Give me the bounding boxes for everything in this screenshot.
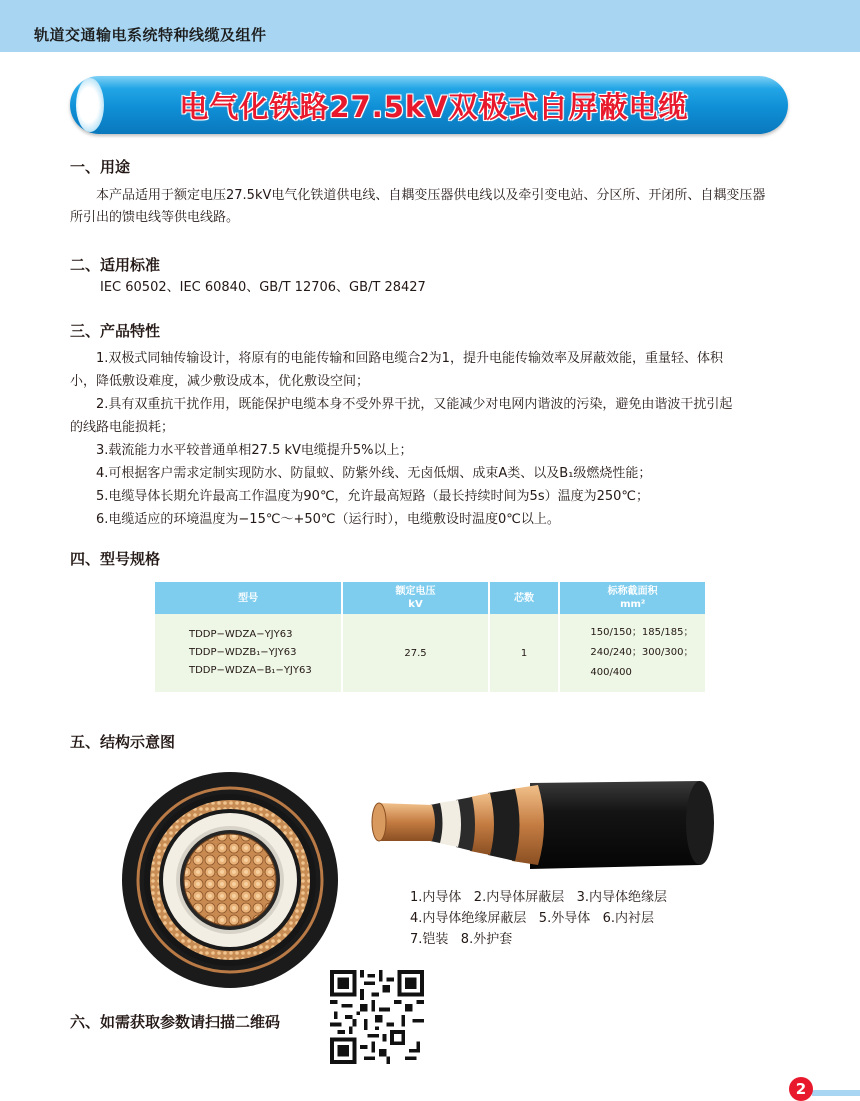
- structure-legend-line: 4.内导体绝缘屏蔽层 5.外导体 6.内衬层: [410, 911, 655, 926]
- feature-line: 4.可根据客户需求定制实现防水、防鼠蚁、防紫外线、无卤低烟、成束A类、以及B₁级燃烧性能；: [96, 466, 652, 481]
- feature-line: 6.电缆适应的环境温度为−15℃～+50℃（运行时），电缆敷设时温度0℃以上。: [96, 512, 560, 527]
- col-area-header: 标称截面积 mm²: [559, 582, 705, 614]
- usage-line-1: 本产品适用于额定电压27.5kV电气化铁道供电线、自耦变压器供电线以及牵引变电站、分区所、开闭所、自耦变压器: [96, 188, 766, 203]
- voltage-cell: 27.5: [342, 614, 488, 692]
- table-row: [155, 614, 705, 692]
- page-title: 电气化铁路27.5kV双极式自屏蔽电缆: [179, 90, 689, 124]
- col-model-header: 型号: [155, 582, 342, 614]
- qr-heading: 六、如需获取参数请扫描二维码: [70, 1013, 281, 1031]
- features-heading: 三、产品特性: [70, 322, 161, 340]
- page-number: 2: [789, 1077, 813, 1101]
- usage-heading: 一、用途: [70, 158, 131, 176]
- feature-line: 5.电缆导体长期允许最高工作温度为90℃，允许最高短路（最长持续时间为5s）温度为250℃；: [96, 489, 650, 504]
- feature-line: 的线路电能损耗；: [70, 420, 175, 435]
- structure-legend-line: 7.铠装 8.外护套: [410, 932, 513, 947]
- series-title: 轨道交通输电系统特种线缆及组件: [34, 26, 267, 44]
- page-number-line: [812, 1090, 860, 1096]
- cores-cell: 1: [489, 614, 560, 692]
- col-voltage-header: 额定电压 kV: [342, 582, 488, 614]
- col-cores-header: 芯数: [489, 582, 560, 614]
- feature-line: 2.具有双重抗干扰作用，既能保护电缆本身不受外界干扰，又能减少对电网内谐波的污染，避免由谐波干扰引起: [96, 397, 733, 412]
- qr-code: [330, 970, 424, 1064]
- models-heading: 四、型号规格: [70, 550, 161, 568]
- cable-side-view: [370, 765, 720, 885]
- cable-cross-section: [120, 770, 340, 990]
- feature-line: 1.双极式同轴传输设计，将原有的电能传输和回路电缆合2为1，提升电能传输效率及屏蔽效能，重量轻、体积: [96, 351, 723, 366]
- feature-line: 小，降低敷设难度，减少敷设成本，优化敷设空间；: [70, 374, 370, 389]
- standards-heading: 二、适用标准: [70, 256, 161, 274]
- usage-line-2: 所引出的馈电线等供电线路。: [70, 210, 240, 225]
- structure-heading: 五、结构示意图: [70, 733, 176, 751]
- spec-table: [155, 582, 705, 692]
- title-banner-cap: [76, 78, 104, 132]
- model-cell: TDDP−WDZA−YJY63 TDDP−WDZB₁−YJY63 TDDP−WDZA−B₁−YJY63: [155, 614, 342, 692]
- area-cell: 150/150；185/185； 240/240；300/300； 400/400: [559, 614, 705, 692]
- standards-text: IEC 60502、IEC 60840、GB/T 12706、GB/T 28427: [100, 280, 426, 295]
- feature-line: 3.载流能力水平较普通单相27.5 kV电缆提升5%以上；: [96, 443, 413, 458]
- structure-legend-line: 1.内导体 2.内导体屏蔽层 3.内导体绝缘层: [410, 890, 668, 905]
